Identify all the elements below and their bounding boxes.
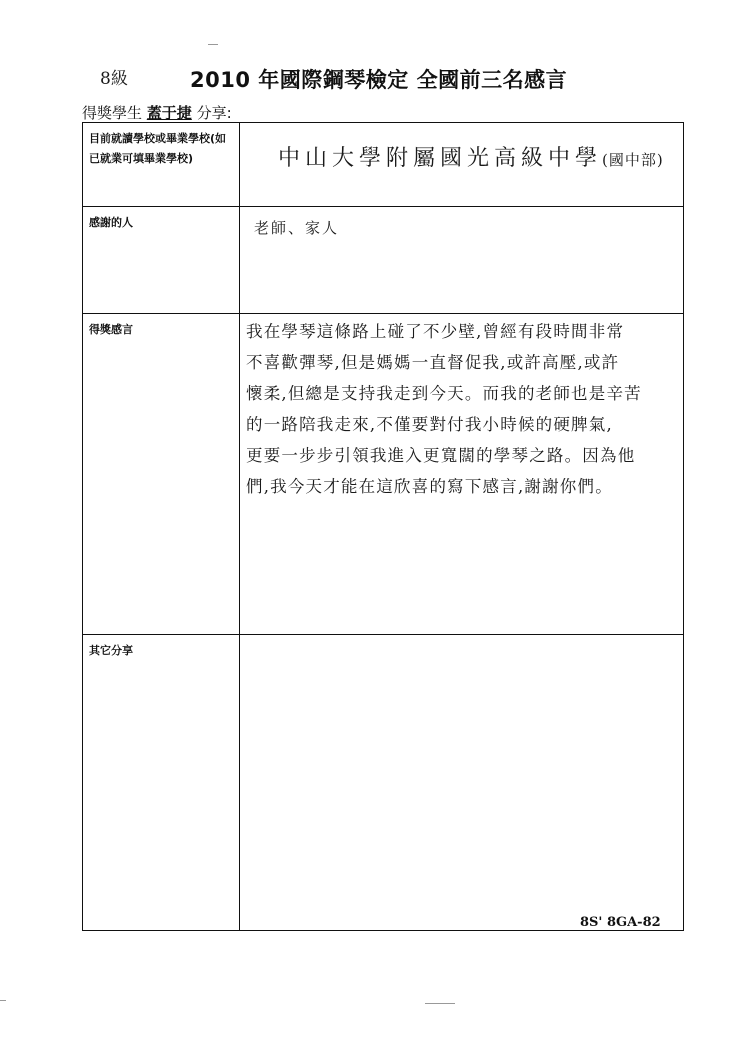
student-suffix: 分享: <box>196 104 232 122</box>
student-prefix: 得獎學生 <box>82 104 143 122</box>
other-label: 其它分享 <box>83 635 240 931</box>
scan-speck <box>208 44 218 45</box>
speech-text <box>240 314 683 502</box>
speech-line: 們,我今天才能在這欣喜的寫下感言,謝謝你們。 <box>246 477 613 496</box>
speech-cell <box>240 314 684 635</box>
thanks-cell <box>240 207 684 314</box>
grade-label: 8級 <box>100 69 128 89</box>
school-name: 中山大學附屬國光高級中學 <box>278 146 603 171</box>
school-cell <box>240 123 684 207</box>
speech-line: 更要一步步引領我進入更寬闊的學琴之路。因為他 <box>246 446 636 465</box>
document-code: 8S' 8GA-82 <box>580 915 661 930</box>
page-title: 2010 年國際鋼琴檢定 全國前三名感言 <box>190 68 568 92</box>
speech-line: 不喜歡彈琴,但是媽媽一直督促我,或許高壓,或許 <box>246 353 620 372</box>
school-note: (國中部) <box>602 151 664 169</box>
thanks-row <box>83 207 684 314</box>
award-form-table <box>82 122 684 931</box>
speech-label: 得獎感言 <box>83 314 240 635</box>
thanks-label: 感謝的人 <box>83 207 240 314</box>
speech-row <box>83 314 684 635</box>
other-row <box>83 635 684 931</box>
school-row <box>83 123 684 207</box>
student-name: 蓋于捷 <box>146 104 192 122</box>
other-cell <box>240 635 684 931</box>
speech-line: 懷柔,但總是支持我走到今天。而我的老師也是辛苦 <box>246 384 642 403</box>
scan-speck <box>0 1000 6 1001</box>
school-value <box>240 123 683 172</box>
student-line <box>82 102 232 123</box>
thanks-value: 老師、家人 <box>254 219 340 237</box>
scan-speck <box>425 1003 455 1004</box>
speech-line: 的一路陪我走來,不僅要對付我小時候的硬脾氣, <box>246 415 613 434</box>
school-label: 目前就讀學校或畢業學校(如已就業可填畢業學校) <box>83 123 240 207</box>
speech-line: 我在學琴這條路上碰了不少壁,曾經有段時間非常 <box>246 322 625 341</box>
